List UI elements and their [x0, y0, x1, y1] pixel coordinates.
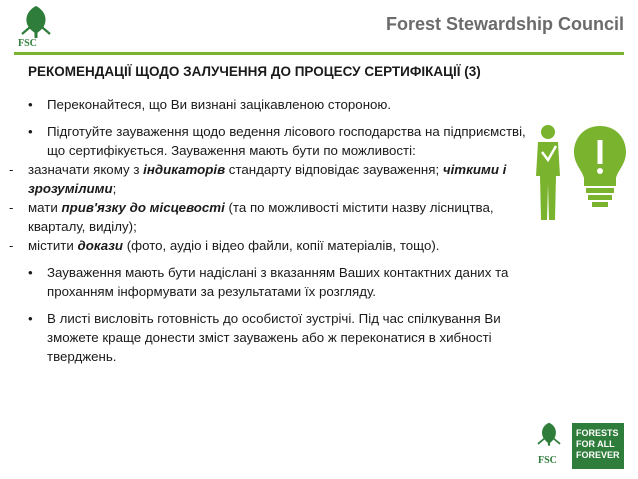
brand-name: Forest Stewardship Council [385, 14, 624, 34]
footer-logo-text: FSC [538, 455, 557, 466]
bullet-marker: • [28, 97, 33, 112]
idea-illustration [528, 124, 628, 224]
bullet-item [28, 309, 526, 366]
header-bar [0, 0, 638, 52]
bullet-marker: • [28, 124, 33, 139]
header-rule [14, 52, 624, 55]
slogan-line: FOREVER [576, 450, 620, 460]
bullet-item [28, 263, 526, 301]
lightbulb-icon [574, 126, 626, 207]
person-icon [536, 125, 560, 220]
bullet-item [28, 95, 526, 114]
sub-text: ; [112, 181, 117, 196]
sub-text: стандарту відповідає зауваження; [225, 162, 443, 177]
bullet-marker: • [28, 265, 33, 280]
sub-item [9, 236, 526, 255]
sub-text: зазначати якому з [28, 162, 144, 177]
sub-item [9, 160, 526, 198]
emphasis-text: чіткими і зрозумілими [28, 162, 507, 196]
bullet-marker: • [28, 311, 33, 326]
sub-item [9, 198, 526, 236]
bullet-text: В листі висловіть готовність до особистої зустрічі. Під час спілкування Ви зможете краще донести зміст зауважень або ж переконатися в хибності тверджень. [47, 311, 501, 364]
sub-text: містити [28, 238, 78, 253]
slogan-line: FOR ALL [576, 439, 615, 449]
bullet-text: Підготуйте зауваження щодо ведення лісового господарства на підприємстві, що сертифікується. Зауваження мають бути по можливості: [47, 124, 526, 158]
bullet-text: Зауваження мають бути надіслані з вказанням Ваших контактних даних та проханням інформувати за результатами їх розгляду. [47, 265, 509, 299]
slide-content [9, 95, 526, 374]
emphasis-text: індикаторів [143, 162, 226, 177]
bullet-text: Переконайтеся, що Ви визнані зацікавленою стороною. [47, 97, 392, 112]
slide-title: РЕКОМЕНДАЦІЇ ЩОДО ЗАЛУЧЕННЯ ДО ПРОЦЕСУ СЕРТИФІКАЦІЇ (3) [28, 64, 481, 79]
bullet-item [28, 122, 526, 160]
dash-marker: - [9, 200, 14, 215]
dash-marker: - [9, 238, 14, 253]
emphasis-text: докази [77, 238, 124, 253]
sub-text: мати [28, 200, 62, 215]
footer-logo [532, 421, 624, 471]
slogan-line: FORESTS [576, 428, 619, 438]
slogan-box [572, 423, 624, 469]
fsc-tree-icon [532, 421, 566, 455]
fsc-logo-text: FSC [18, 38, 37, 49]
sub-text: (та по можливості містити назву лісництва, кварталу, виділу); [28, 200, 494, 234]
sub-text: (фото, аудіо і відео файли, копії матеріалів, тощо). [123, 238, 440, 253]
dash-marker: - [9, 162, 14, 177]
emphasis-text: прив'язку до місцевості [61, 200, 225, 215]
